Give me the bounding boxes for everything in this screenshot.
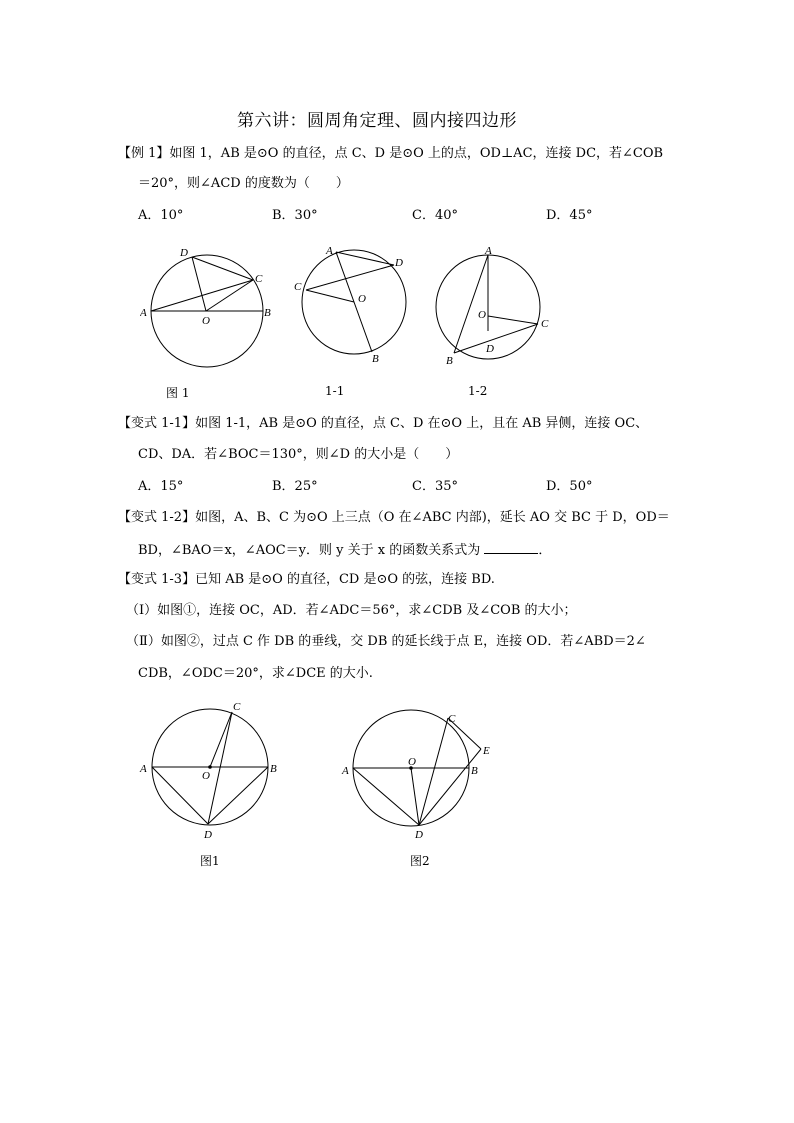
page-title: 第六讲：圆周角定理、圆内接四边形 bbox=[237, 111, 517, 131]
bfig1-label-o: O bbox=[202, 770, 210, 782]
variant13-part2a: （Ⅱ）如图②，过点 C 作 DB 的垂线，交 DB 的延长线于点 E，连接 OD．若∠ABD＝2∠ bbox=[126, 634, 646, 649]
caption-figure-1: 图 1 bbox=[166, 386, 190, 400]
fig11-label-b: B bbox=[372, 353, 379, 365]
variant13-line1: 【变式 1-3】已知 AB 是⊙O 的直径，CD 是⊙O 的弦，连接 BD. bbox=[118, 572, 495, 587]
figure-bottom-2-diagram bbox=[338, 708, 498, 848]
fig12-label-a: A bbox=[485, 245, 492, 257]
variant12-line2 bbox=[138, 539, 551, 561]
bfig2-label-d: D bbox=[415, 829, 423, 841]
example1-option-b: B．30° bbox=[272, 208, 318, 223]
fig12-label-b: B bbox=[446, 355, 453, 367]
variant11-option-b: B．25° bbox=[272, 479, 318, 494]
fig11-label-a: A bbox=[326, 245, 333, 257]
caption-bottom-figure-2: 图2 bbox=[410, 854, 430, 868]
bfig2-label-o: O bbox=[408, 756, 416, 768]
fig1-label-o: O bbox=[202, 315, 210, 327]
fig12-label-c: C bbox=[541, 318, 549, 330]
fig1-label-a: A bbox=[140, 307, 147, 319]
variant12-line2-end: ． bbox=[538, 543, 552, 558]
variant13-part2b: CDB，∠ODC＝20°，求∠DCE 的大小. bbox=[138, 666, 373, 681]
variant11-option-c: C．35° bbox=[412, 479, 458, 494]
variant11-option-a: A．15° bbox=[138, 479, 184, 494]
variant11-line1: 【变式 1-1】如图 1-1，AB 是⊙O 的直径，点 C、D 在⊙O 上，且在 AB 异侧，连接 OC、 bbox=[118, 416, 649, 431]
fig11-label-c: C bbox=[294, 281, 302, 293]
bfig1-label-a: A bbox=[140, 763, 147, 775]
variant12-line1: 【变式 1-2】如图，A、B、C 为⊙O 上三点（O 在∠ABC 内部)，延长 AO 交 BC 于 D，OD＝ bbox=[118, 510, 670, 525]
example1-option-c: C．40° bbox=[412, 208, 458, 223]
fig1-label-d: D bbox=[180, 247, 188, 259]
fig1-label-b: B bbox=[264, 307, 271, 319]
answer-blank[interactable] bbox=[484, 539, 538, 554]
bfig2-label-a: A bbox=[342, 765, 349, 777]
caption-figure-1-2: 1-2 bbox=[468, 384, 488, 398]
bfig2-label-e: E bbox=[483, 745, 490, 757]
example1-option-a: A．10° bbox=[138, 208, 184, 223]
fig11-label-o: O bbox=[358, 293, 366, 305]
bfig1-label-c: C bbox=[233, 701, 241, 713]
figure-1-1-diagram bbox=[290, 240, 420, 370]
variant11-option-d: D．50° bbox=[546, 479, 593, 494]
variant13-part1: （Ⅰ）如图①，连接 OC，AD．若∠ADC＝56°，求∠CDB 及∠COB 的大小； bbox=[126, 603, 577, 618]
fig12-label-d: D bbox=[486, 343, 494, 355]
example1-option-d: D．45° bbox=[546, 208, 593, 223]
fig1-label-c: C bbox=[255, 273, 263, 285]
figure-1-2-diagram bbox=[430, 240, 560, 370]
caption-bottom-figure-1: 图1 bbox=[200, 854, 220, 868]
variant11-line2: CD、DA．若∠BOC＝130°，则∠D 的大小是（ ） bbox=[138, 447, 459, 462]
bfig2-label-c: C bbox=[448, 713, 456, 725]
figure-bottom-1-diagram bbox=[138, 696, 288, 846]
variant12-line2-text: BD，∠BAO＝x，∠AOC＝y．则 y 关于 x 的函数关系式为 bbox=[138, 543, 481, 558]
fig12-label-o: O bbox=[478, 309, 486, 321]
fig11-label-d: D bbox=[395, 257, 403, 269]
example1-line2: ＝20°，则∠ACD 的度数为（ ） bbox=[138, 176, 349, 191]
example1-line1: 【例 1】如图 1，AB 是⊙O 的直径，点 C、D 是⊙O 上的点，OD⊥AC，连接 DC，若∠COB bbox=[118, 146, 664, 161]
figure-1-diagram bbox=[140, 240, 280, 370]
caption-figure-1-1: 1-1 bbox=[325, 384, 345, 398]
bfig2-label-b: B bbox=[471, 765, 478, 777]
bfig1-label-b: B bbox=[270, 763, 277, 775]
bfig1-label-d: D bbox=[204, 829, 212, 841]
